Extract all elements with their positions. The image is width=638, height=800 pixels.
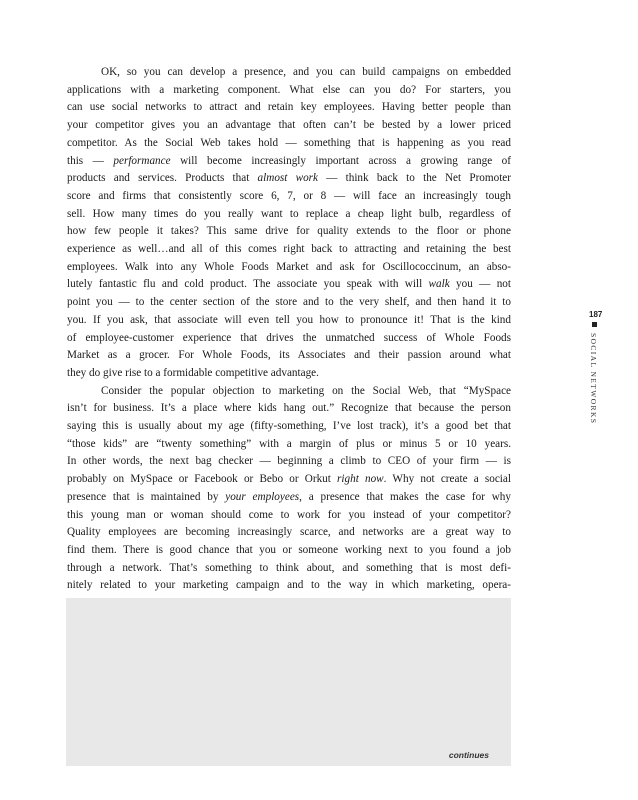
- square-bullet-icon: [592, 322, 597, 327]
- text-line: [67, 400, 511, 418]
- text-segment: this young man or woman should come to work for you instead of your competitor?: [67, 508, 511, 521]
- text-line: [67, 135, 511, 153]
- italic-text: almost work: [257, 172, 318, 185]
- text-line: [67, 82, 511, 100]
- italic-text: right now: [337, 473, 384, 486]
- text-line: [67, 347, 511, 365]
- text-segment: through a network. That’s something to think about, and something that is most defi-: [67, 561, 511, 574]
- text-line: [67, 170, 511, 188]
- text-segment: probably on MySpace or Facebook or Bebo or Orkut: [67, 473, 338, 486]
- text-line: [67, 276, 511, 294]
- text-line: [67, 365, 511, 383]
- text-line: [67, 436, 511, 454]
- text-line: [67, 418, 511, 436]
- text-segment: “those kids” are “twenty something” with a margin of plus or minus 5 or 10 years.: [67, 437, 511, 450]
- text-line: [67, 489, 511, 507]
- text-segment: nitely related to your marketing campaign and to the way in which marketing, opera-: [67, 579, 511, 592]
- text-segment: can use social networks to attract and retain key employees. Having better people than: [67, 101, 511, 114]
- italic-text: your employees: [225, 490, 300, 503]
- text-segment: Consider the popular objection to marketing on the Social Web, that “MySpace: [101, 384, 511, 397]
- text-segment: will become increasingly important across a growing range of: [170, 154, 511, 167]
- text-segment: experience as well…and all of this comes right back to attracting and retaining the best: [67, 243, 511, 256]
- text-segment: of employee-customer experience that drives the unmatched success of Whole Foods: [67, 331, 511, 344]
- text-line: [67, 223, 511, 241]
- text-segment: lutely fantastic flu and cold product. The associate you speak with will: [67, 278, 429, 291]
- text-line: [67, 153, 511, 171]
- continues-label: continues: [448, 750, 489, 760]
- text-line: [67, 259, 511, 277]
- chapter-side-label: SOCIAL NETWORKS: [589, 333, 598, 425]
- text-segment: you. If you ask, that associate will even tell you how to pronounce it! That is the kind: [67, 313, 511, 326]
- text-segment: your competitor gives you an advantage that often can’t be bested by a lower priced: [67, 119, 511, 132]
- text-line: [67, 206, 511, 224]
- text-segment: competitor. As the Social Web takes hold — something that is happening as you read: [67, 136, 511, 149]
- text-line: [67, 524, 511, 542]
- text-line: [67, 99, 511, 117]
- page-number: 187: [589, 310, 603, 319]
- italic-text: walk: [428, 278, 450, 291]
- text-line: [67, 577, 511, 595]
- text-line: [67, 294, 511, 312]
- text-segment: presence that is maintained by: [67, 490, 226, 503]
- text-segment: you — not: [449, 278, 511, 291]
- text-line: [67, 383, 511, 401]
- text-segment: score and firms that consistently score 6, 7, or 8 — will face an increasingly tough: [67, 189, 511, 202]
- text-segment: point you — to the center section of the store and to the very shelf, and then hand it to: [67, 296, 511, 309]
- text-line: [67, 330, 511, 348]
- text-line: [67, 312, 511, 330]
- text-line: [67, 188, 511, 206]
- text-line: [67, 507, 511, 525]
- text-segment: In other words, the next bag checker — beginning a climb to CEO of your firm — is: [67, 455, 511, 468]
- sidebar-box: [66, 598, 511, 766]
- text-segment: applications with a marketing component. What else can you do? For starters, you: [67, 83, 511, 96]
- text-segment: , a presence that makes the case for why: [299, 490, 511, 503]
- text-segment: saying this is usually about my age (fifty-something, I’ve lost track), it’s a good bet that: [67, 420, 511, 433]
- italic-text: performance: [113, 154, 171, 167]
- text-segment: this —: [67, 154, 114, 167]
- text-segment: Quality employees are becoming increasingly scarce, and networks are a great way to: [67, 526, 511, 539]
- text-line: [67, 453, 511, 471]
- text-line: [67, 117, 511, 135]
- text-segment: OK, so you can develop a presence, and you can build campaigns on embedded: [101, 66, 511, 78]
- text-segment: sell. How many times do you really want to replace a cheap light bulb, regardless of: [67, 207, 511, 220]
- body-text: [67, 64, 511, 613]
- text-line: [67, 560, 511, 578]
- text-segment: they do give rise to a formidable competitive advantage.: [67, 366, 319, 379]
- text-segment: employees. Walk into any Whole Foods Market and ask for Oscillococcinum, an abso-: [67, 260, 511, 273]
- text-line: [67, 471, 511, 489]
- text-segment: how few people it takes? This same drive for quality extends to the floor or phone: [67, 225, 511, 238]
- text-segment: products and services. Products that: [67, 172, 258, 185]
- text-segment: Market as a grocer. For Whole Foods, its Associates and their passion around what: [67, 349, 511, 362]
- text-segment: isn’t for business. It’s a place where kids hang out.” Recognize that because the person: [67, 402, 511, 415]
- text-segment: find them. There is good chance that you or someone working next to you found a job: [67, 543, 511, 556]
- text-segment: — think back to the Net Promoter: [317, 172, 511, 185]
- text-line: [67, 64, 511, 82]
- text-line: [67, 241, 511, 259]
- text-line: [67, 542, 511, 560]
- text-segment: . Why not create a social: [383, 473, 511, 486]
